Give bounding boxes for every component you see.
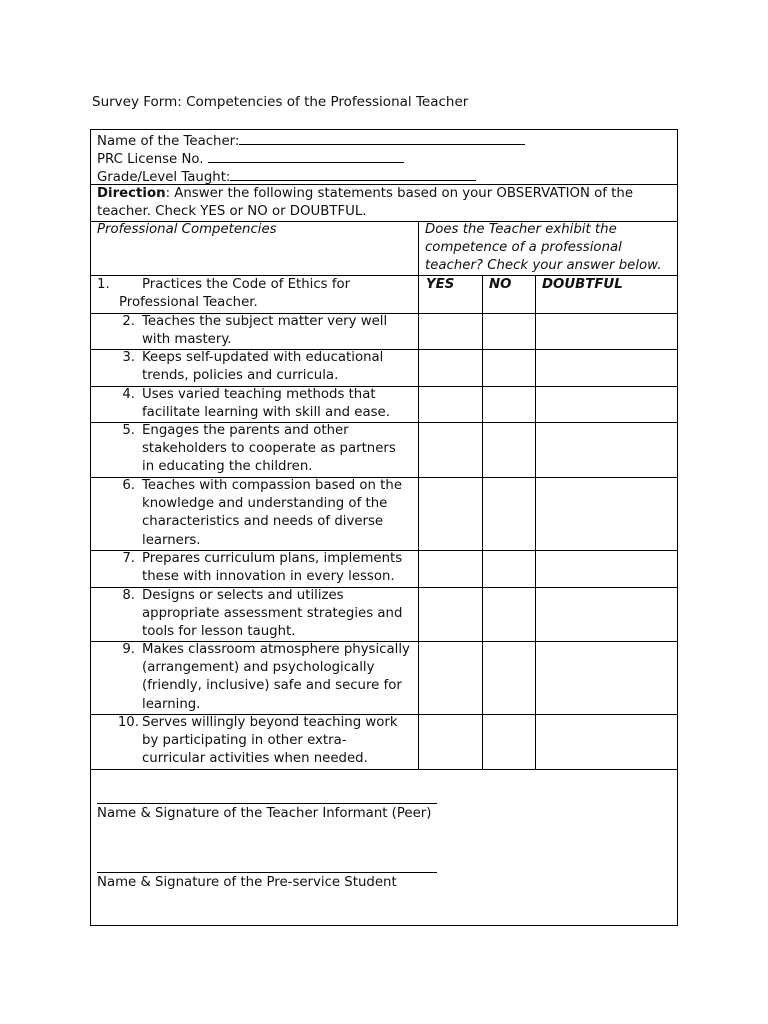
item-text <box>142 641 410 714</box>
item-line: Teaches the subject matter very well <box>142 314 388 329</box>
item-line: curricular activities when needed. <box>142 751 368 767</box>
answer-cell-doubtful[interactable] <box>536 276 678 313</box>
item-text <box>142 550 402 586</box>
answer-cell-yes[interactable] <box>419 313 482 349</box>
direction-label: Direction <box>97 186 166 201</box>
item-number: 6. <box>122 478 135 493</box>
item-number: 1. <box>97 277 110 292</box>
answer-cell-yes[interactable] <box>419 587 482 641</box>
item-line: by participating in other extra- <box>142 733 347 749</box>
column-no: NO <box>489 277 512 292</box>
item-number: 5. <box>122 423 135 438</box>
item-text <box>142 349 383 385</box>
answer-cell-no[interactable] <box>483 276 535 313</box>
student-signature-label: Name & Signature of the Pre-service Student <box>97 875 397 890</box>
column-yes: YES <box>426 277 455 292</box>
item-line: Keeps self-updated with educational <box>142 350 384 365</box>
item-number: 2. <box>122 314 135 329</box>
item-line: learners. <box>142 532 201 548</box>
item-number: 10. <box>117 715 139 730</box>
item-number: 9. <box>122 642 135 657</box>
teacher-name-label: Name of the Teacher: <box>97 134 240 149</box>
answer-cell-doubtful[interactable] <box>536 349 678 386</box>
answer-cell-no[interactable] <box>483 477 535 550</box>
peer-signature-line[interactable] <box>97 803 437 804</box>
item-line: learning. <box>142 696 201 712</box>
answer-cell-yes[interactable] <box>419 641 482 714</box>
row-divider <box>91 769 677 770</box>
item-line: Engages the parents and other <box>142 423 349 438</box>
survey-form <box>90 129 678 926</box>
answer-cell-yes[interactable] <box>419 550 482 587</box>
answer-cell-yes[interactable] <box>419 477 482 550</box>
item-text <box>142 587 402 642</box>
item-line: stakeholders to cooperate as partners <box>142 441 396 457</box>
item-line: characteristics and needs of diverse <box>142 514 384 530</box>
item-line: in educating the children. <box>142 459 313 475</box>
item-text <box>142 386 390 422</box>
direction-text-line1: : Answer the following statements based on your OBSERVATION of the <box>165 186 633 201</box>
answer-cell-no[interactable] <box>483 550 535 587</box>
item-text <box>142 313 387 349</box>
direction-text-line2: teacher. Check YES or NO or DOUBTFUL. <box>97 204 367 220</box>
item-text <box>142 714 398 769</box>
item-text <box>142 422 396 477</box>
item-line: (friendly, inclusive) safe and secure for <box>142 678 402 694</box>
answer-cell-no[interactable] <box>483 313 535 349</box>
grade-level-blank[interactable] <box>230 167 476 181</box>
item-line: these with innovation in every lesson. <box>142 569 395 585</box>
header-competencies: Professional Competencies <box>97 222 277 237</box>
item-line: Prepares curriculum plans, implements <box>142 551 403 566</box>
answer-cell-yes[interactable] <box>419 276 482 313</box>
answer-cell-doubtful[interactable] <box>536 313 678 349</box>
answer-cell-doubtful[interactable] <box>536 422 678 477</box>
item-line: with mastery. <box>142 332 232 348</box>
answer-cell-no[interactable] <box>483 641 535 714</box>
header-question-line3: teacher? Check your answer below. <box>425 258 662 274</box>
item-line: tools for lesson taught. <box>142 624 296 640</box>
grade-level-label: Grade/Level Taught: <box>97 170 231 185</box>
item-number: 3. <box>122 350 135 365</box>
answer-cell-no[interactable] <box>483 422 535 477</box>
item-number: 8. <box>122 588 135 603</box>
answer-cell-doubtful[interactable] <box>536 714 678 769</box>
answer-cell-no[interactable] <box>483 349 535 386</box>
answer-cell-no[interactable] <box>483 386 535 422</box>
item-line: (arrangement) and psychologically <box>142 660 375 676</box>
item-line: knowledge and understanding of the <box>142 496 388 512</box>
item-text <box>142 477 402 550</box>
answer-cell-doubtful[interactable] <box>536 550 678 587</box>
answer-cell-doubtful[interactable] <box>536 477 678 550</box>
answer-cell-doubtful[interactable] <box>536 641 678 714</box>
answer-cell-no[interactable] <box>483 587 535 641</box>
answer-cell-no[interactable] <box>483 714 535 769</box>
item-line: Serves willingly beyond teaching work <box>142 715 398 730</box>
item-text: Practices the Code of Ethics for <box>142 277 351 292</box>
item-line: Uses varied teaching methods that <box>142 387 376 402</box>
item-number: 4. <box>122 387 135 402</box>
answer-cell-doubtful[interactable] <box>536 386 678 422</box>
item-line: appropriate assessment strategies and <box>142 606 403 622</box>
answer-cell-doubtful[interactable] <box>536 587 678 641</box>
item-line: facilitate learning with skill and ease. <box>142 405 390 421</box>
header-question-line2: competence of a professional <box>425 240 622 256</box>
page-title: Survey Form: Competencies of the Professional Teacher <box>92 94 469 110</box>
item-number: 7. <box>122 551 135 566</box>
item-line: Teaches with compassion based on the <box>142 478 403 493</box>
header-question <box>425 221 675 276</box>
item-line: trends, policies and curricula. <box>142 368 339 384</box>
answer-cell-yes[interactable] <box>419 349 482 386</box>
answer-cell-yes[interactable] <box>419 386 482 422</box>
header-question-line1: Does the Teacher exhibit the <box>425 222 617 237</box>
direction-block <box>97 185 667 221</box>
prc-license-blank[interactable] <box>208 149 404 163</box>
column-doubtful: DOUBTFUL <box>542 277 623 292</box>
peer-signature-label: Name & Signature of the Teacher Informant (Peer) <box>97 806 432 821</box>
answer-cell-yes[interactable] <box>419 422 482 477</box>
item-line: Makes classroom atmosphere physically <box>142 642 410 657</box>
prc-license-label: PRC License No. <box>97 152 204 167</box>
item-text: Professional Teacher. <box>119 295 258 310</box>
answer-cell-yes[interactable] <box>419 714 482 769</box>
student-signature-line[interactable] <box>97 872 437 873</box>
teacher-name-blank[interactable] <box>239 131 525 145</box>
item-line: Designs or selects and utilizes <box>142 588 344 603</box>
